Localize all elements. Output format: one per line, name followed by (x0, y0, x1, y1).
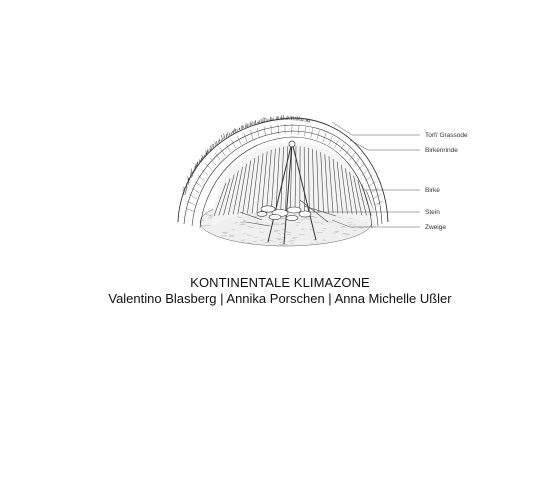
callout-line-torf (332, 122, 420, 135)
caption-title: KONTINENTALE KLIMAZONE (190, 275, 370, 290)
label-zweige: Zweige (425, 224, 446, 231)
label-torf-grassode: Torf/ Grassode (425, 132, 468, 139)
label-birkenrinde: Birkenrinde (425, 147, 458, 154)
label-birke: Birke (425, 187, 440, 194)
label-stein: Stein (425, 209, 440, 216)
caption-authors: Valentino Blasberg | Annika Porschen | Anna Michelle Ußler (108, 291, 452, 306)
